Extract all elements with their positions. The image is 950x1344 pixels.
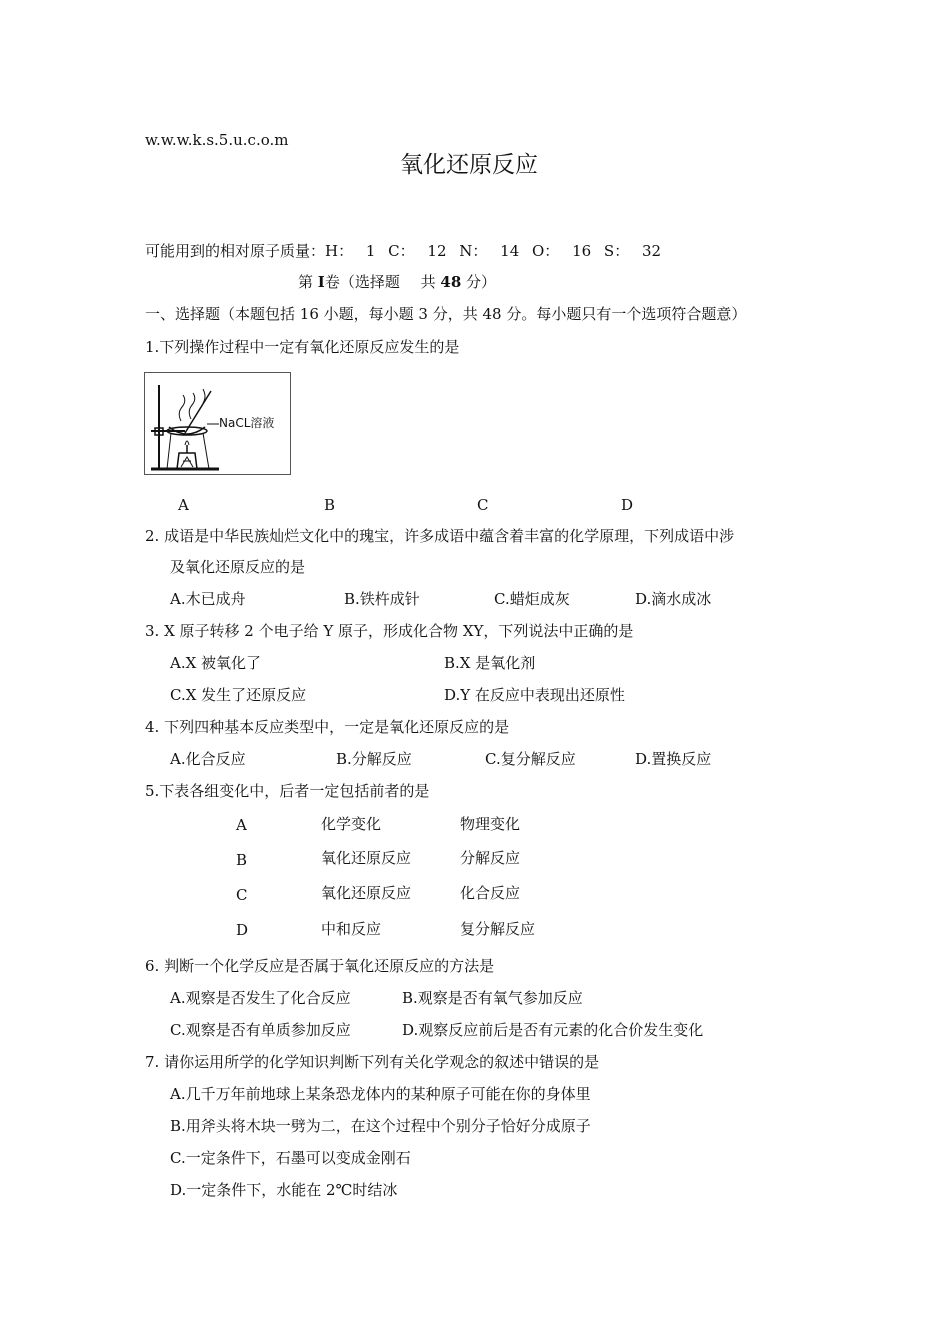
- q5-row-b-key: B: [236, 851, 248, 869]
- q1-label-d: D: [621, 496, 634, 514]
- q2-option-c: C.蜡炬成灰: [494, 590, 570, 608]
- q5-stem: 5.下表各组变化中，后者一定包括前者的是: [145, 782, 430, 800]
- q5-row-c-latter: 化合反应: [460, 884, 521, 902]
- volume-roman: I: [317, 273, 325, 291]
- q7-option-c: C.一定条件下，石墨可以变成金刚石: [170, 1149, 411, 1167]
- q3-option-a: A.X 被氧化了: [170, 654, 262, 672]
- q6-option-b: B.观察是否有氧气参加反应: [402, 989, 583, 1007]
- q1-label-c: C: [477, 496, 489, 514]
- evaporation-apparatus-figure: [144, 372, 291, 475]
- q3-option-c: C.X 发生了还原反应: [170, 686, 307, 704]
- q5-row-b-former: 氧化还原反应: [321, 849, 412, 867]
- q5-row-d-latter: 复分解反应: [460, 920, 536, 938]
- q6-option-d: D.观察反应前后是否有元素的化合价发生变化: [402, 1021, 704, 1039]
- page-title: 氧化还原反应: [400, 152, 538, 178]
- q1-label-b: B: [324, 496, 336, 514]
- q1-label-a: A: [178, 496, 189, 514]
- q4-option-c: C.复分解反应: [485, 750, 576, 768]
- volume-mid: 卷（选择题 共: [324, 273, 436, 291]
- q2-stem-cont: 及氧化还原反应的是: [170, 558, 306, 576]
- q2-option-d: D.滴水成冰: [635, 590, 712, 608]
- volume-suffix: 分）: [466, 273, 497, 291]
- q4-option-d: D.置换反应: [635, 750, 712, 768]
- volume-score: 48: [440, 273, 462, 291]
- q6-stem: 6. 判断一个化学反应是否属于氧化还原反应的方法是: [145, 957, 495, 975]
- q5-row-a-former: 化学变化: [321, 815, 382, 833]
- q2-option-a: A.木已成舟: [170, 590, 246, 608]
- q7-option-d: D.一定条件下，水能在 2℃时结冰: [170, 1181, 398, 1199]
- q4-stem: 4. 下列四种基本反应类型中，一定是氧化还原反应的是: [145, 718, 510, 736]
- q5-row-a-latter: 物理变化: [460, 815, 521, 833]
- nacl-solution-label: NaCL溶液: [219, 416, 275, 430]
- q7-option-a: A.几千万年前地球上某条恐龙体内的某种原子可能在你的身体里: [170, 1085, 591, 1103]
- q6-option-c: C.观察是否有单质参加反应: [170, 1021, 351, 1039]
- site-header: w.w.w.k.s.5.u.c.o.m: [145, 131, 289, 149]
- q3-option-d: D.Y 在反应中表现出还原性: [444, 686, 625, 704]
- atomic-mass-line: 可能用到的相对原子质量：H： 1 C： 12 N： 14 O： 16 S： 32: [145, 242, 662, 260]
- q5-row-d-key: D: [236, 921, 249, 939]
- q5-row-c-key: C: [236, 886, 248, 904]
- q5-row-a-key: A: [236, 816, 247, 834]
- q2-stem: 2. 成语是中华民族灿烂文化中的瑰宝，许多成语中蕴含着丰富的化学原理，下列成语中涉: [145, 527, 735, 545]
- q6-option-a: A.观察是否发生了化合反应: [170, 989, 351, 1007]
- q4-option-a: A.化合反应: [170, 750, 246, 768]
- section-heading: 一、选择题（本题包括 16 小题，每小题 3 分，共 48 分。每小题只有一个选项符合题意）: [145, 305, 747, 323]
- volume-prefix: 第: [298, 273, 314, 291]
- q5-row-d-former: 中和反应: [321, 920, 382, 938]
- q3-option-b: B.X 是氧化剂: [444, 654, 536, 672]
- q5-row-b-latter: 分解反应: [460, 849, 521, 867]
- q3-stem: 3. X 原子转移 2 个电子给 Y 原子，形成化合物 XY，下列说法中正确的是: [145, 622, 634, 640]
- q7-stem: 7. 请你运用所学的化学知识判断下列有关化学观念的叙述中错误的是: [145, 1053, 600, 1071]
- q4-option-b: B.分解反应: [336, 750, 412, 768]
- q7-option-b: B.用斧头将木块一劈为二，在这个过程中个别分子恰好分成原子: [170, 1117, 591, 1135]
- volume-label: [298, 273, 496, 291]
- q1-stem: 1.下列操作过程中一定有氧化还原反应发生的是: [145, 338, 460, 356]
- q2-option-b: B.铁杵成针: [344, 590, 420, 608]
- q5-row-c-former: 氧化还原反应: [321, 884, 412, 902]
